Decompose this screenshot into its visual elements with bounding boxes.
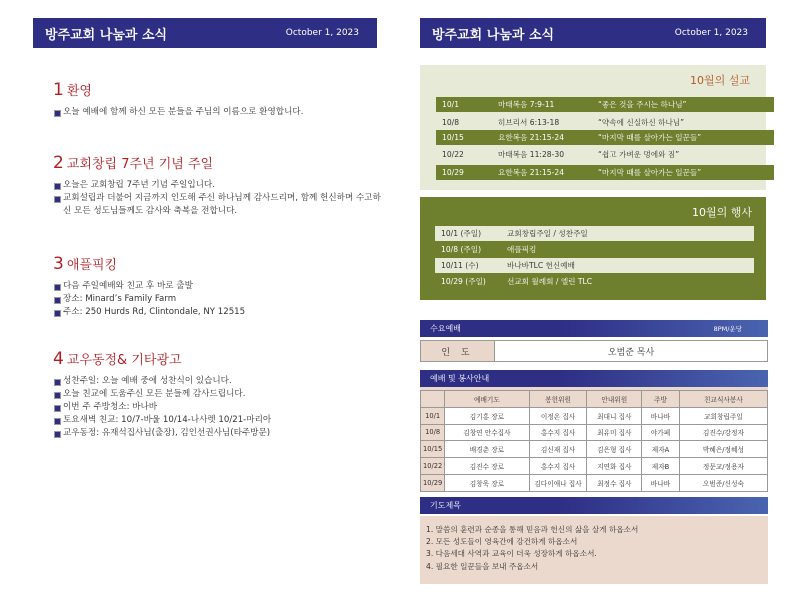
wednesday-time: 8PM/운당 xyxy=(713,325,742,333)
sermon-row: 10/29 요한복음 21:15-24 “마지막 때를 살아가는 일꾼들” xyxy=(436,165,774,180)
list-item: 토요새벽 친교: 10/7-바울 10/14-나사렛 10/21-마리아 xyxy=(53,414,383,427)
service-table xyxy=(420,390,768,492)
section-heading: 3 애플픽킹 xyxy=(53,254,118,274)
wednesday-bar xyxy=(420,320,768,337)
service-table-panel xyxy=(420,387,768,491)
leader-role: 인 도 xyxy=(421,341,495,361)
prayer-bar xyxy=(420,497,768,514)
table-row: 10/8 김창연 안수집사 홍수지 집사 최유미 집사 야가페 김진수/강정자 xyxy=(421,424,768,441)
left-header-title: 방주교회 나눔과 소식 xyxy=(45,27,168,43)
sermon-title: 10월의 설교 xyxy=(690,74,750,87)
right-header xyxy=(420,18,766,48)
list-item: 이번 주 주방청소: 바나바 xyxy=(53,401,383,414)
sermon-row: 10/15 요한복음 21:15-24 “마지막 때를 살아가는 일꾼들” xyxy=(436,130,774,145)
left-header-date: October 1, 2023 xyxy=(285,28,359,38)
list-item: 장소: Minard’s Family Farm xyxy=(53,293,383,306)
list-item: 오늘 친교에 도움주신 모든 분들께 감사드립니다. xyxy=(53,388,383,401)
section-heading: 2 교회창립 7주년 기념 주일 xyxy=(53,153,214,173)
wednesday-leader-box xyxy=(420,340,768,362)
sermon-row: 10/1 마태복음 7:9-11 “좋은 것을 주시는 하나님” xyxy=(436,97,774,112)
prayer-item: 2. 모든 성도들이 영육간에 강건하게 하옵소서 xyxy=(426,537,578,547)
list-item: 주소: 250 Hurds Rd, Clintondale, NY 12515 xyxy=(53,306,383,319)
section-welcome xyxy=(53,80,383,119)
left-header xyxy=(33,18,377,48)
table-row: 10/15 배경춘 장로 김신재 집사 김은형 집사 제자A 박혜은/정혜성 xyxy=(421,441,768,458)
event-row: 10/11 (수) 바나바TLC 헌신예배 xyxy=(435,258,754,273)
prayer-item: 4. 필요한 일꾼들을 보내 주옵소서 xyxy=(426,561,539,571)
section-anniversary xyxy=(53,153,383,218)
list-item: 교우동정: 유재석집사님(출장), 김인선권사님(타주방문) xyxy=(53,427,383,440)
prayer-item: 3. 다음세대 사역과 교육이 더욱 성장하게 하옵소서. xyxy=(426,549,597,559)
list-item: 다음 주일예배와 친교 후 바로 출발 xyxy=(53,280,383,293)
section-heading: 1 환영 xyxy=(53,80,92,100)
table-row: 10/29 김창욱 장로 김다이애나 집사 최정수 집사 바나바 오범준/신성숙 xyxy=(421,474,768,491)
list-item: 교회설립과 더불어 지금까지 인도해 주신 하나님께 감사드리며, 함께 헌신하며 수고하신 모든 성도님들께도 감사와 축복을 전합니다. xyxy=(53,192,383,218)
table-row: 10/1 김기홍 장로 이정온 집사 최대니 집사 바나바 교회창립주일 xyxy=(421,407,768,424)
events-schedule xyxy=(420,197,766,300)
sermon-row: 10/8 히브리서 6:13-18 “약속에 신실하신 하나님” xyxy=(442,118,685,127)
sermon-schedule xyxy=(420,65,766,190)
service-label: 예배 및 봉사안내 xyxy=(430,374,490,383)
list-item: 오늘은 교회창립 7주년 기념 주일입니다. xyxy=(53,179,383,192)
right-header-date: October 1, 2023 xyxy=(674,28,748,38)
prayer-list xyxy=(420,516,768,584)
prayer-item: 1. 말씀의 훈련과 순종을 통해 믿음과 헌신의 삶을 살게 하옵소서 xyxy=(426,525,639,534)
list-item: 성찬주일: 오늘 예배 중에 성찬식이 있습니다. xyxy=(53,375,383,388)
right-header-title: 방주교회 나눔과 소식 xyxy=(432,27,555,43)
events-title: 10월의 행사 xyxy=(692,206,752,219)
table-header-row: 예배기도 봉헌위원 안내위원 주방 친교식사봉사 xyxy=(421,391,768,408)
wednesday-label: 수요예배 xyxy=(430,324,461,333)
section-news xyxy=(53,349,383,440)
section-apple-picking xyxy=(53,254,383,319)
prayer-label: 기도제목 xyxy=(430,501,461,510)
list-item: 오늘 예배에 함께 하신 모든 분들을 주님의 이름으로 환영합니다. xyxy=(53,106,383,119)
table-row: 10/22 김진수 장로 홍수지 집사 지연화 집사 제자B 정문교/정용자 xyxy=(421,458,768,475)
section-heading: 4 교우동정& 기타광고 xyxy=(53,349,182,369)
service-bar xyxy=(420,370,768,387)
sermon-row: 10/22 마태복음 11:28-30 “쉽고 가벼운 멍에와 짐” xyxy=(442,150,680,159)
leader-name: 오범준 목사 xyxy=(607,347,655,358)
event-row: 10/8 (주일) 애플픽킹 xyxy=(441,245,537,254)
event-row: 10/1 (주일) 교회창립주일 / 성찬주일 xyxy=(435,226,754,241)
event-row: 10/29 (주일) 선교회 월례회 / 엘린 TLC xyxy=(441,277,593,286)
